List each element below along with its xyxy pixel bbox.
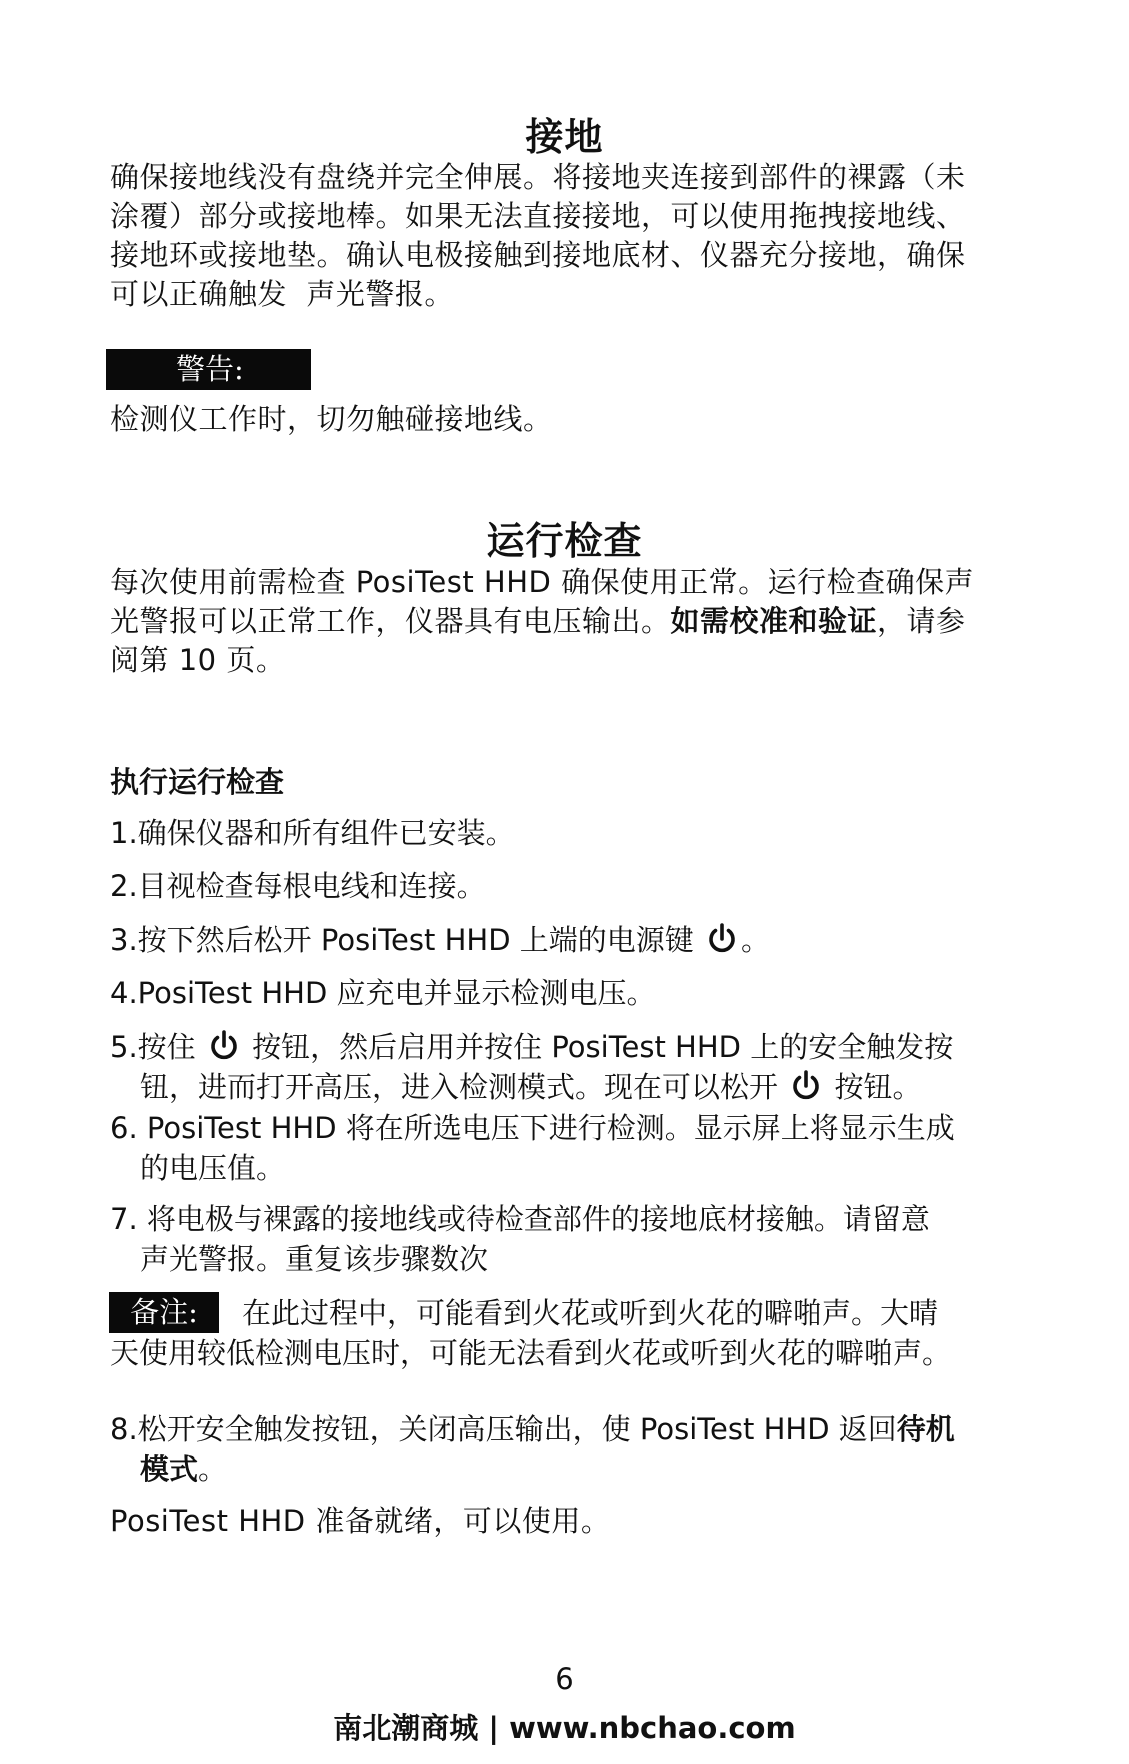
procedure-heading: 执行运行检查: [110, 765, 285, 799]
step-3: 3.按下然后松开 PosiTest HHD 上端的电源键 。: [110, 923, 770, 957]
grounding-line-4: 可以正确触发 声光警报。: [110, 277, 454, 311]
page-number: 6: [555, 1662, 574, 1696]
section-title-run-check: 运行检查: [486, 519, 643, 563]
run-check-line-1: 每次使用前需检查 PosiTest HHD 确保使用正常。运行检查确保声: [110, 565, 975, 599]
calibration-link-text: 如需校准和验证: [670, 604, 878, 638]
note-label: 备注:: [109, 1292, 219, 1333]
power-icon: [207, 1029, 241, 1063]
step-1: 1.确保仪器和所有组件已安装。: [110, 816, 515, 850]
grounding-line-2: 涂覆）部分或接地棒。如果无法直接接地，可以使用拖拽接地线、: [110, 199, 966, 233]
grounding-line-3: 接地环或接地垫。确认电极接触到接地底材、仪器充分接地，确保: [110, 238, 966, 272]
run-check-line-3: 阅第 10 页。: [110, 643, 286, 677]
warning-label: 警告:: [106, 349, 311, 390]
power-icon: [705, 922, 739, 956]
step-7: 7. 将电极与裸露的接地线或待检查部件的接地底材接触。请留意 声光警报。重复该步骤数次: [110, 1202, 930, 1276]
run-check-paragraph: [110, 563, 1030, 680]
step-2: 2.目视检查每根电线和连接。: [110, 869, 486, 903]
step-6: 6. PosiTest HHD 将在所选电压下进行检测。显示屏上将显示生成 的电压值。: [110, 1111, 955, 1185]
step-4: 4.PosiTest HHD 应充电并显示检测电压。: [110, 976, 656, 1010]
footer-watermark: 南北潮商城 | www.nbchao.com: [333, 1711, 796, 1745]
grounding-line-1: 确保接地线没有盘绕并完全伸展。将接地夹连接到部件的裸露（未: [110, 160, 966, 194]
step-8: 8.松开安全触发按钮，关闭高压输出，使 PosiTest HHD 返回待机 模式。: [110, 1412, 955, 1486]
run-check-line-2: 光警报可以正常工作，仪器具有电压输出。如需校准和验证，请参: [110, 604, 966, 638]
section-title-grounding: 接地: [525, 115, 604, 159]
closing-text: PosiTest HHD 准备就绪，可以使用。: [110, 1504, 611, 1538]
step-5: 5.按住 按钮，然后启用并按住 PosiTest HHD 上的安全触发按 钮，进而打开高压，进入检测模式。现在可以松开 按钮。: [110, 1030, 954, 1104]
note-text: 在此过程中，可能看到火花或听到火花的噼啪声。大晴 天使用较低检测电压时，可能无法看到火花或听到火花的噼啪声。: [110, 1296, 952, 1370]
power-icon: [789, 1069, 823, 1103]
grounding-paragraph: [110, 158, 1030, 314]
warning-text: 检测仪工作时，切勿触碰接地线。: [110, 402, 553, 436]
